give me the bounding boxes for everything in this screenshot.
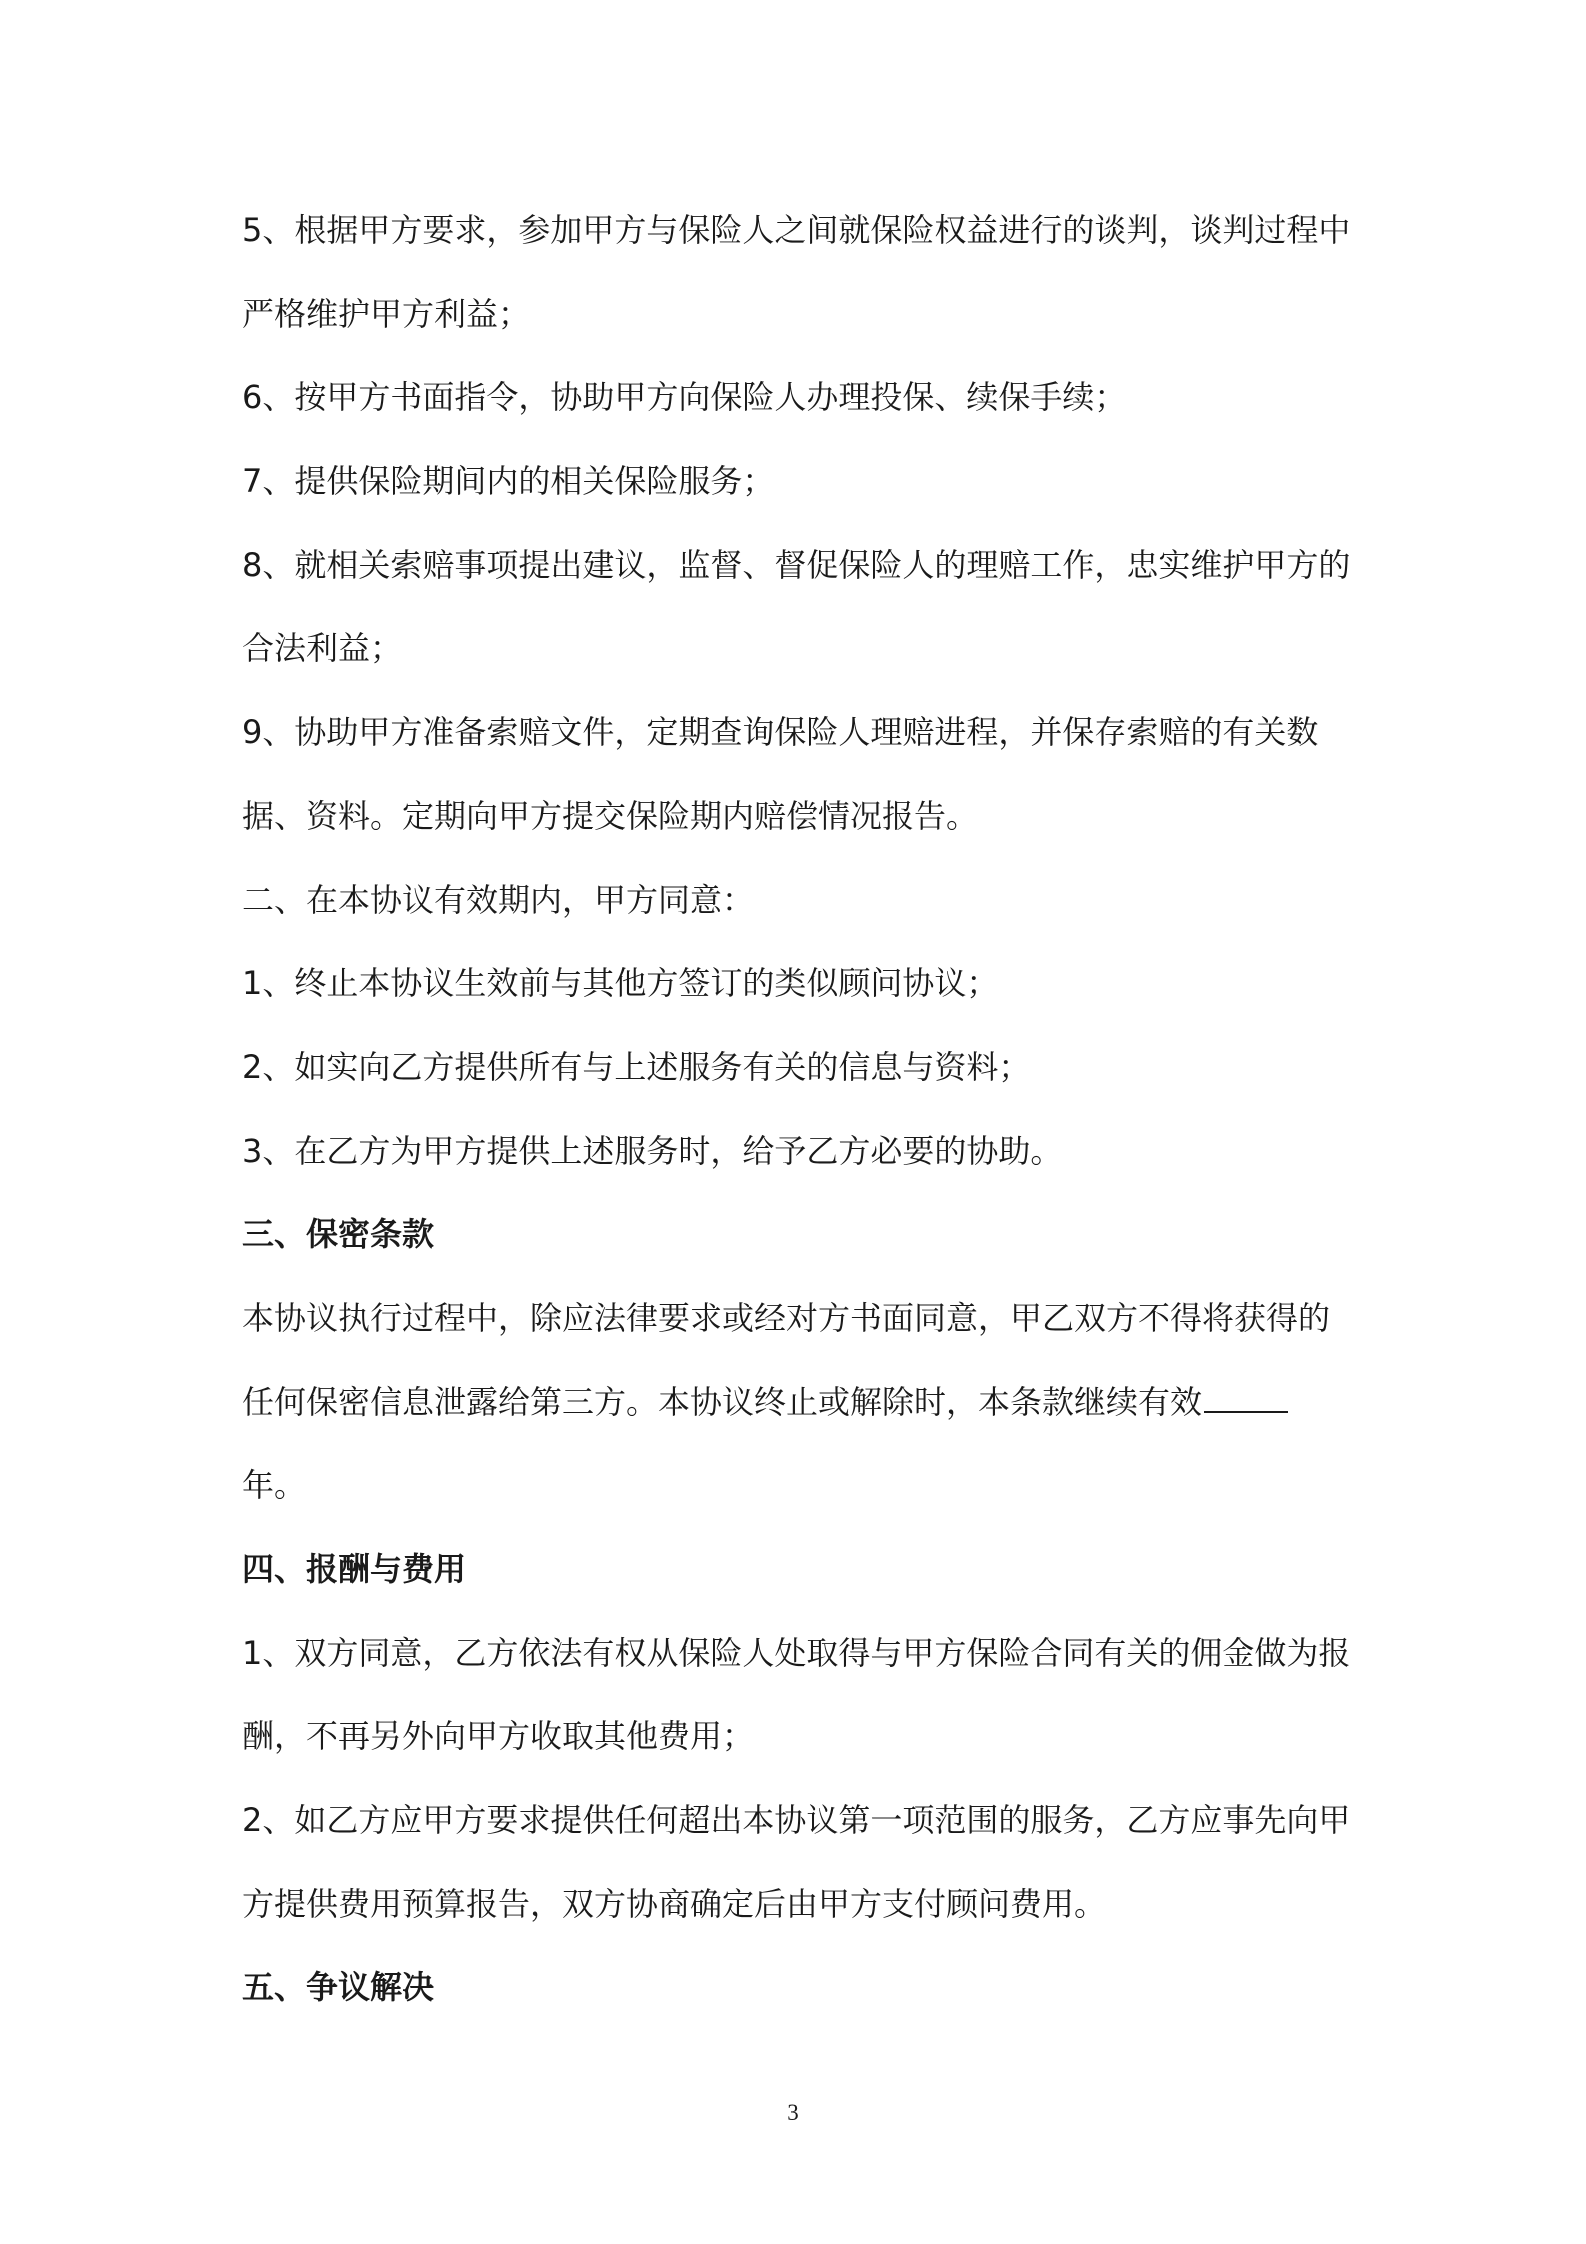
section-2-item-1: 1、终止本协议生效前与其他方签订的类似顾问协议；: [242, 964, 999, 1003]
section-5-heading: 五、争议解决: [242, 1968, 435, 2007]
years-blank-field: [1204, 1385, 1288, 1413]
item-8-line-2: 合法利益；: [242, 629, 403, 668]
section-2-heading: 二、在本协议有效期内，甲方同意：: [242, 880, 755, 919]
item-7: 7、提供保险期间内的相关保险服务；: [242, 462, 775, 501]
section-2-item-2: 2、如实向乙方提供所有与上述服务有关的信息与资料；: [242, 1047, 1031, 1086]
page-number: 3: [787, 2100, 799, 2125]
item-9-line-1: 9、协助甲方准备索赔文件，定期查询保险人理赔进程，并保存索赔的有关数: [242, 713, 1319, 752]
section-3-body-line-3: 年。: [242, 1466, 307, 1505]
item-9-line-2: 据、资料。定期向甲方提交保险期内赔偿情况报告。: [242, 796, 979, 835]
item-6: 6、按甲方书面指令，协助甲方向保险人办理投保、续保手续；: [242, 378, 1127, 417]
item-5-line-1: 5、根据甲方要求，参加甲方与保险人之间就保险权益进行的谈判，谈判过程中: [242, 211, 1351, 249]
document-body: [242, 189, 1442, 2030]
section-3-body-line-2: [242, 1361, 1442, 1445]
section-4-item-2-line-2: 方提供费用预算报告，双方协商确定后由甲方支付顾问费用。: [242, 1884, 1107, 1923]
item-5-line-2: 严格维护甲方利益；: [242, 294, 531, 333]
section-2-item-3: 3、在乙方为甲方提供上述服务时，给予乙方必要的协助。: [242, 1131, 1063, 1170]
section-3-body-line-1: 本协议执行过程中，除应法律要求或经对方书面同意，甲乙双方不得将获得的: [242, 1298, 1331, 1337]
section-4-heading: 四、报酬与费用: [242, 1550, 467, 1588]
section-4-item-2-line-1: 2、如乙方应甲方要求提供任何超出本协议第一项范围的服务，乙方应事先向甲: [242, 1801, 1351, 1840]
section-4-item-1-line-1: 1、双方同意，乙方依法有权从保险人处取得与甲方保险合同有关的佣金做为报: [242, 1633, 1351, 1672]
section-3-body-line-2-text: 任何保密信息泄露给第三方。本协议终止或解除时，本条款继续有效: [242, 1382, 1203, 1421]
section-4-item-1-line-2: 酬，不再另外向甲方收取其他费用；: [242, 1717, 755, 1756]
section-3-heading: 三、保密条款: [242, 1215, 435, 1254]
item-8-line-1: 8、就相关索赔事项提出建议，监督、督促保险人的理赔工作，忠实维护甲方的: [242, 545, 1351, 584]
